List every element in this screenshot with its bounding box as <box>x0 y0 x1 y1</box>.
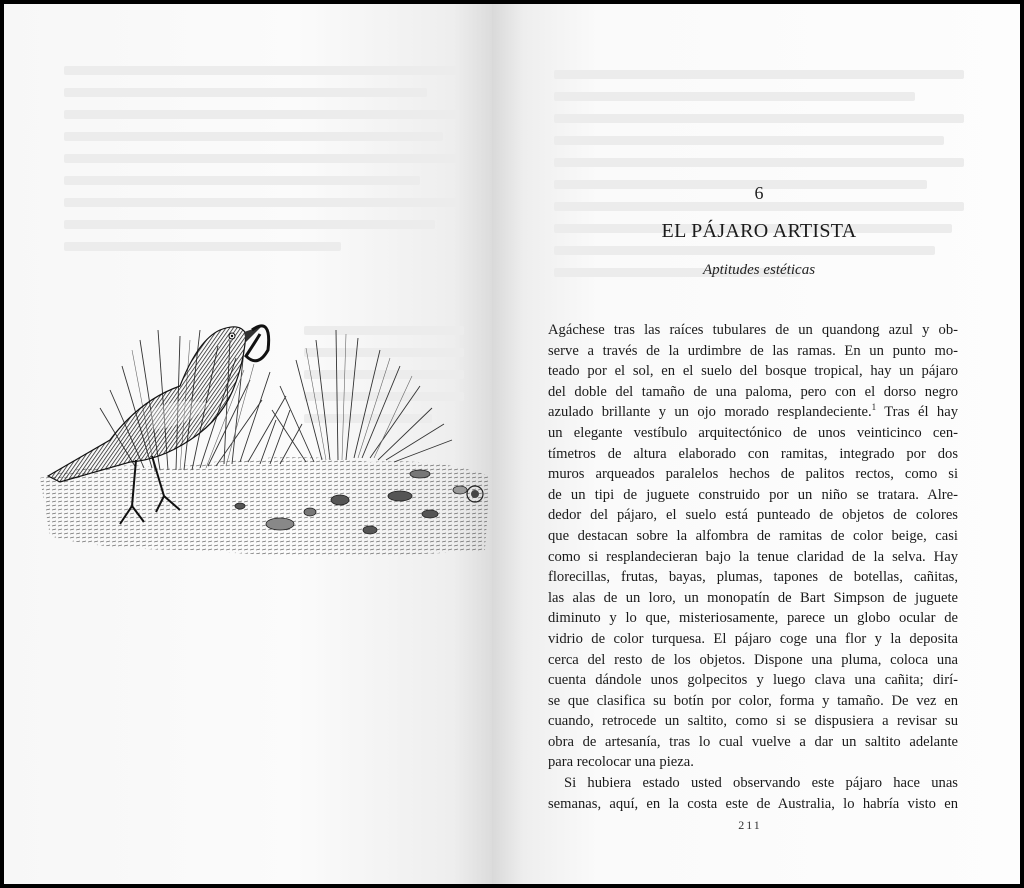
text-line: cuenta dándole unos golpecitos y luego clava una cañita; dirí- <box>548 672 958 689</box>
text-line-tail: Tras él hay <box>876 404 958 421</box>
text-line: que destacan sobre la alfombra de ramitas de color beige, casi <box>548 527 958 544</box>
page-number: 211 <box>738 818 762 832</box>
text-line-with-footnote <box>548 402 958 423</box>
chapter-number: 6 <box>754 183 764 203</box>
left-page <box>4 4 492 884</box>
text-line: como si resplandecieran bajo la tenue claridad de la selva. Hay <box>548 548 958 565</box>
text-line: semanas, aquí, en la costa este de Australia, lo habría visto en <box>548 795 958 812</box>
text-line: dedor del pájaro, el suelo está punteado de objetos de colores <box>548 507 958 524</box>
text-line: Agáchese tras las raíces tubulares de un quandong azul y ob- <box>548 322 958 338</box>
text-line: del doble del tamaño de una paloma, pero con el dorso negro <box>548 383 958 400</box>
text-line: de un tipi de juguete construido por un niño se tratara. Alre- <box>548 486 958 503</box>
bird-illustration <box>40 300 492 562</box>
chapter-subtitle: Aptitudes estéticas <box>702 262 816 278</box>
text-line: para recolocar una pieza. <box>548 754 694 771</box>
text-line: serve a través de la urdimbre de las ramas. En un punto mo- <box>548 342 958 359</box>
text-line: teado por el sol, en el suelo del bosque tropical, hay un pájaro <box>548 363 958 380</box>
text-line: diminuto y lo que, misteriosamente, parece un globo ocular de <box>548 610 958 627</box>
footnote-marker: 1 <box>871 402 877 413</box>
text-line: muros arqueados paralelos hechos de palitos rectos, como si <box>548 466 958 483</box>
chapter-body-text <box>548 320 958 814</box>
text-line: obra de artesanía, tras lo cual vuelve a dar un saltito adelante <box>548 733 958 750</box>
text-line: un elegante vestíbulo arquitectónico de unos veinticinco cen- <box>548 424 958 441</box>
chapter-title: EL PÁJARO ARTISTA <box>661 220 857 242</box>
text-line: Si hubiera estado usted observando este pájaro hace unas <box>564 775 958 792</box>
text-line: vidrio de color turquesa. El pájaro coge una flor y la deposita <box>548 630 958 647</box>
bleed-through-text-top <box>64 66 459 264</box>
text-line: las alas de un loro, un monopatín de Bart Simpson de juguete <box>548 589 958 606</box>
text-line: florecillas, frutas, bayas, plumas, tapones de botellas, cañitas, <box>548 569 958 586</box>
text-line: cuando, retrocede un saltito, como si se dispusiera a revisar su <box>548 713 958 730</box>
bleed-through-text <box>554 70 964 290</box>
text-line: cerca del resto de los objetos. Dispone una pluma, coloca una <box>548 651 958 668</box>
text-line: se que clasifica su botín por color, forma y tamaño. De vez en <box>548 692 958 709</box>
text-line: tímetros de altura elaborado con ramitas, integrado por dos <box>548 445 958 462</box>
text-line-head: azulado brillante y un ojo morado resplandeciente. <box>548 404 872 421</box>
